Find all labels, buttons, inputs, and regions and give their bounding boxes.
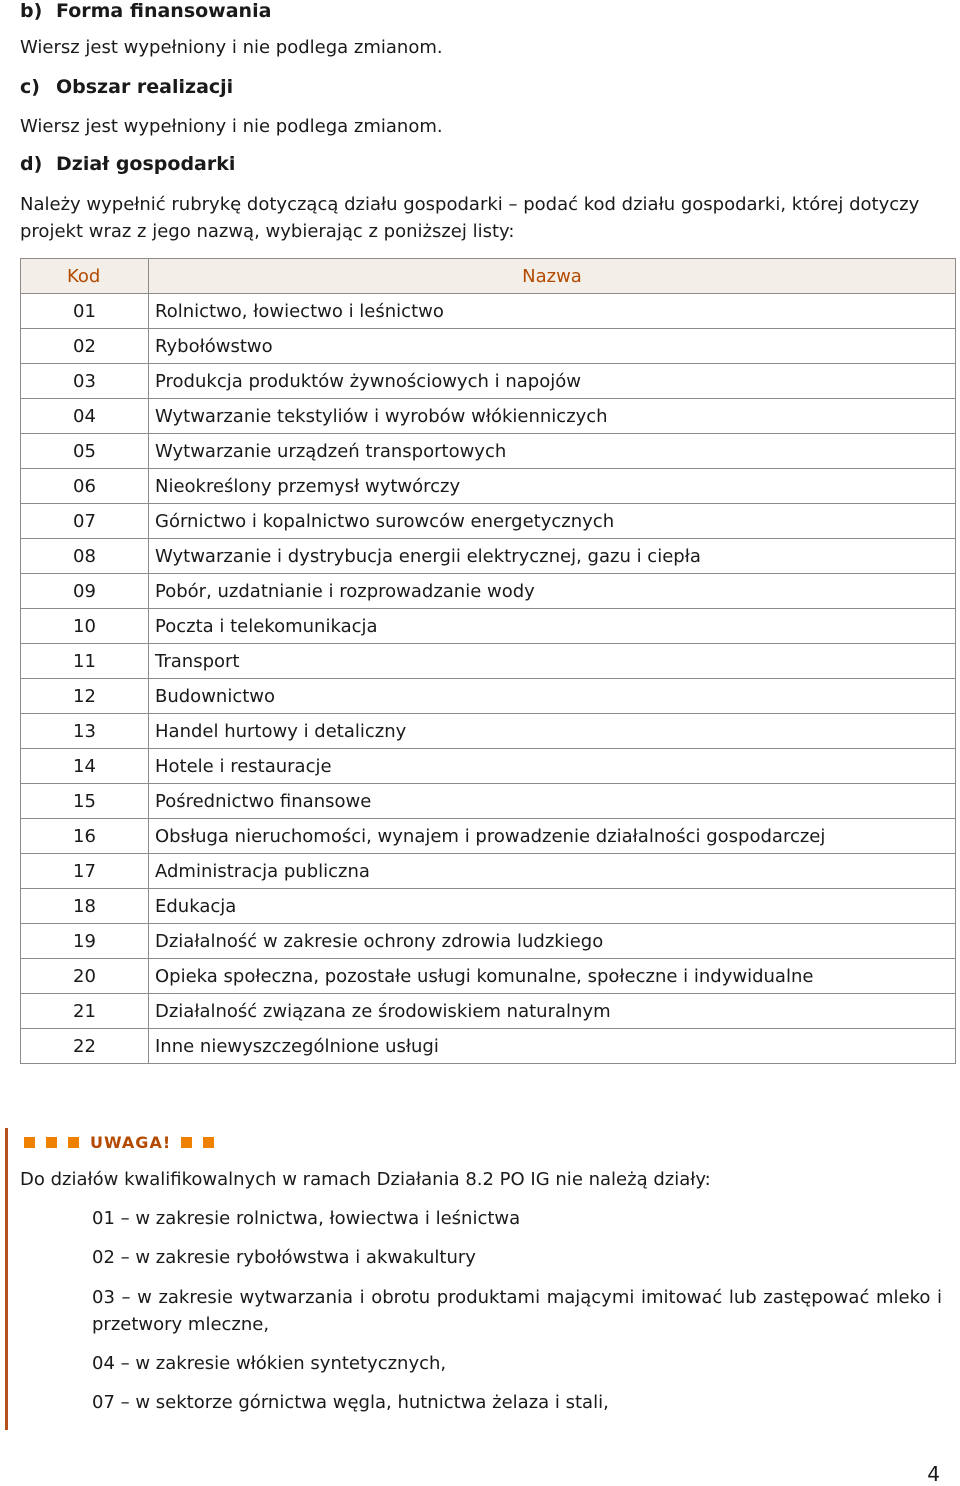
table-row (21, 854, 956, 889)
sector-name: Wytwarzanie urządzeń transportowych (149, 434, 956, 469)
sector-code: 07 (21, 504, 149, 539)
section-b-text: Wiersz jest wypełniony i nie podlega zmianom. (20, 37, 443, 58)
sector-code: 19 (21, 924, 149, 959)
sector-name: Pośrednictwo finansowe (149, 784, 956, 819)
section-d-line1: Należy wypełnić rubrykę dotyczącą działu gospodarki – podać kod działu gospodarki, której dotyczy (20, 194, 920, 215)
sector-name: Handel hurtowy i detaliczny (149, 714, 956, 749)
section-c-title: Obszar realizacji (56, 76, 234, 98)
table-row (21, 329, 956, 364)
excluded-item: 07 – w sektorze górnictwa węgla, hutnictwa żelaza i stali, (92, 1392, 609, 1413)
section-b-title: Forma finansowania (56, 0, 272, 22)
section-d-line2: projekt wraz z jego nazwą, wybierając z poniższej listy: (20, 221, 515, 242)
sector-name: Pobór, uzdatnianie i rozprowadzanie wody (149, 574, 956, 609)
sector-code: 02 (21, 329, 149, 364)
sector-code: 22 (21, 1029, 149, 1064)
sector-code: 13 (21, 714, 149, 749)
table-row (21, 959, 956, 994)
section-c-text: Wiersz jest wypełniony i nie podlega zmianom. (20, 116, 443, 137)
section-b-heading (20, 0, 271, 22)
square-icon (46, 1137, 57, 1148)
section-c-heading (20, 76, 233, 98)
square-icon (203, 1137, 214, 1148)
warning-banner (24, 1131, 225, 1153)
sector-name: Rolnictwo, łowiectwo i leśnictwo (149, 294, 956, 329)
section-d-marker: d) (20, 153, 43, 175)
table-row (21, 504, 956, 539)
sector-name: Budownictwo (149, 679, 956, 714)
sector-name: Hotele i restauracje (149, 749, 956, 784)
sector-name: Wytwarzanie i dystrybucja energii elektrycznej, gazu i ciepła (149, 539, 956, 574)
table-row (21, 644, 956, 679)
sector-name: Obsługa nieruchomości, wynajem i prowadzenie działalności gospodarczej (149, 819, 956, 854)
sector-code: 15 (21, 784, 149, 819)
table-row (21, 364, 956, 399)
warning-intro: Do działów kwalifikowalnych w ramach Działania 8.2 PO IG nie należą działy: (20, 1169, 711, 1190)
sector-name: Działalność w zakresie ochrony zdrowia ludzkiego (149, 924, 956, 959)
section-d-title: Dział gospodarki (56, 153, 236, 175)
sector-name: Poczta i telekomunikacja (149, 609, 956, 644)
sector-code: 11 (21, 644, 149, 679)
square-icon (24, 1137, 35, 1148)
sector-code: 09 (21, 574, 149, 609)
square-icon (68, 1137, 79, 1148)
header-kod: Kod (21, 259, 149, 294)
table-row (21, 924, 956, 959)
excluded-item: 01 – w zakresie rolnictwa, łowiectwa i leśnictwa (92, 1208, 521, 1229)
square-icon (181, 1137, 192, 1148)
table-row (21, 819, 956, 854)
excluded-item: 04 – w zakresie włókien syntetycznych, (92, 1353, 447, 1374)
table-row (21, 469, 956, 504)
warning-side-bar (5, 1128, 8, 1430)
table-row (21, 434, 956, 469)
sector-name: Transport (149, 644, 956, 679)
excluded-item: 02 – w zakresie rybołówstwa i akwakultury (92, 1247, 476, 1268)
sector-code: 10 (21, 609, 149, 644)
sector-name: Wytwarzanie tekstyliów i wyrobów włókienniczych (149, 399, 956, 434)
sector-name: Administracja publiczna (149, 854, 956, 889)
table-row (21, 609, 956, 644)
table-row (21, 1029, 956, 1064)
table-row (21, 714, 956, 749)
sector-code: 20 (21, 959, 149, 994)
sector-code: 18 (21, 889, 149, 924)
excluded-item: 03 – w zakresie wytwarzania i obrotu produktami mającymi imitować lub zastępować mleko i przetwory mleczne, (92, 1287, 942, 1335)
sector-name: Rybołówstwo (149, 329, 956, 364)
section-b-marker: b) (20, 0, 43, 22)
sector-code: 21 (21, 994, 149, 1029)
sector-name: Działalność związana ze środowiskiem naturalnym (149, 994, 956, 1029)
section-d-heading (20, 153, 235, 175)
sector-code-table (20, 258, 956, 1064)
table-row (21, 749, 956, 784)
table-row (21, 539, 956, 574)
sector-code: 12 (21, 679, 149, 714)
table-row (21, 294, 956, 329)
sector-name: Produkcja produktów żywnościowych i napojów (149, 364, 956, 399)
sector-code: 16 (21, 819, 149, 854)
sector-name: Edukacja (149, 889, 956, 924)
table-row (21, 679, 956, 714)
sector-code: 08 (21, 539, 149, 574)
sector-code: 01 (21, 294, 149, 329)
sector-code: 14 (21, 749, 149, 784)
sector-name: Inne niewyszczególnione usługi (149, 1029, 956, 1064)
sector-name: Nieokreślony przemysł wytwórczy (149, 469, 956, 504)
table-header-row (21, 259, 956, 294)
sector-name: Opieka społeczna, pozostałe usługi komunalne, społeczne i indywidualne (149, 959, 956, 994)
table-row (21, 784, 956, 819)
warning-label: UWAGA! (90, 1132, 172, 1152)
table-row (21, 399, 956, 434)
page-number: 4 (927, 1462, 940, 1486)
table-row (21, 574, 956, 609)
sector-code: 17 (21, 854, 149, 889)
sector-code: 06 (21, 469, 149, 504)
section-c-marker: c) (20, 76, 40, 98)
sector-code: 04 (21, 399, 149, 434)
sector-name: Górnictwo i kopalnictwo surowców energetycznych (149, 504, 956, 539)
sector-code: 03 (21, 364, 149, 399)
header-nazwa: Nazwa (149, 259, 956, 294)
sector-code: 05 (21, 434, 149, 469)
table-row (21, 994, 956, 1029)
table-row (21, 889, 956, 924)
